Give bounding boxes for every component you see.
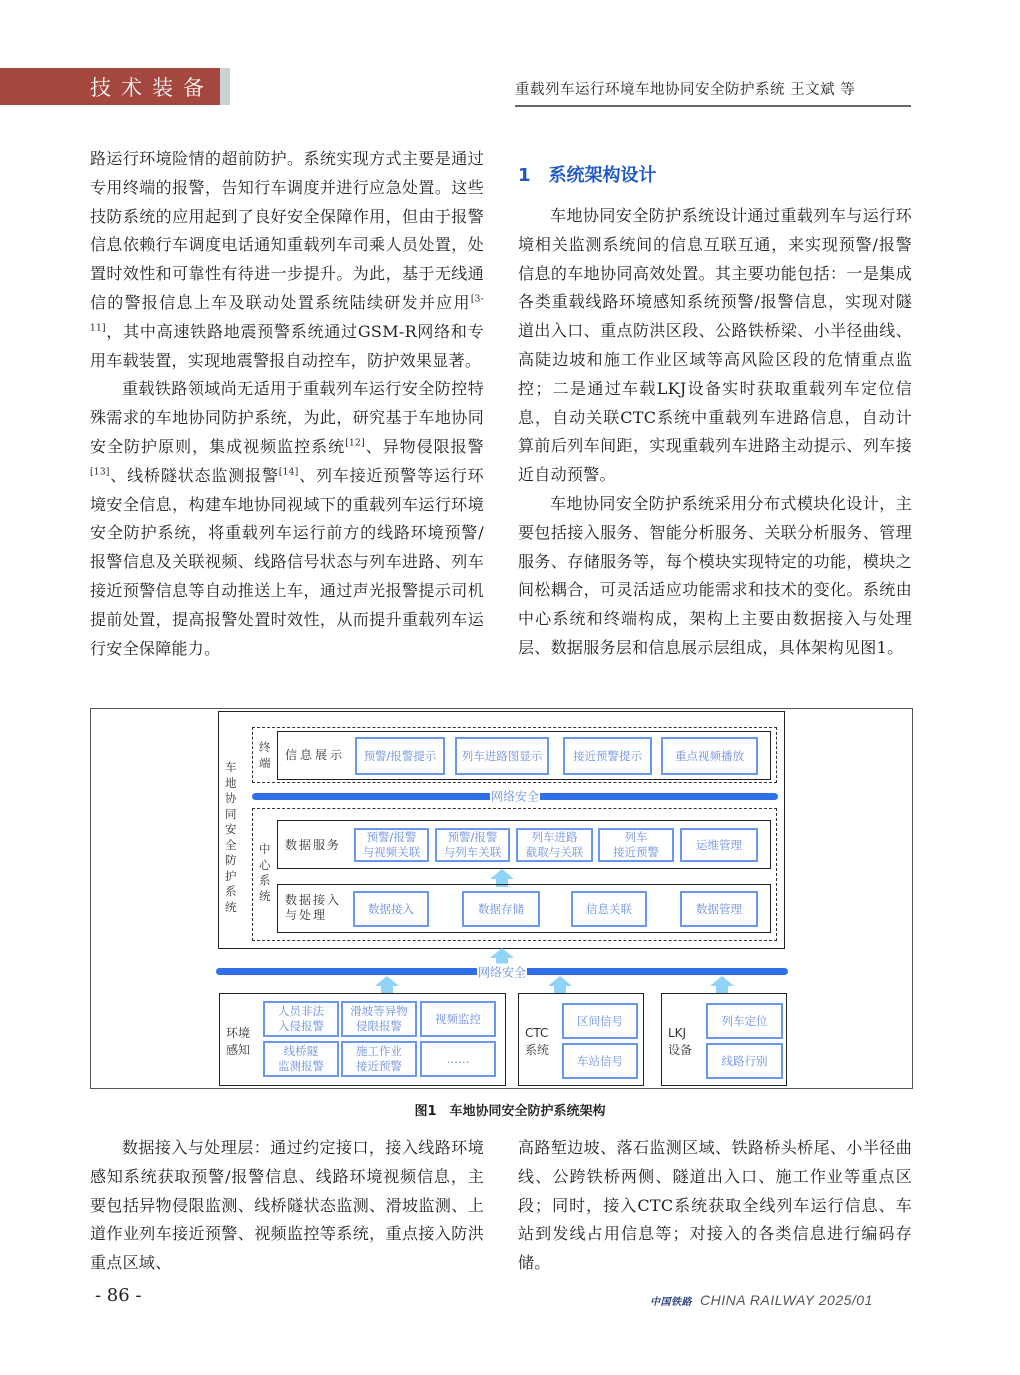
left-column xyxy=(90,145,484,663)
header-strip xyxy=(220,68,230,105)
network-security-label: 网络安全 xyxy=(477,965,527,980)
center-label: 中心系统 xyxy=(259,842,271,903)
text: ，其中高速铁路地震预警系统通过GSM-R网络和专用车载装置，实现地震警报自动控车，防护效果显著。 xyxy=(90,321,484,370)
module: …… xyxy=(420,1041,496,1077)
module: 列车进路 截取与关联 xyxy=(516,828,593,862)
env-label: 环境 感知 xyxy=(226,1026,251,1057)
running-title: 重载列车运行环境车地协同安全防护系统 王文斌 等 xyxy=(515,78,911,107)
up-arrow-icon xyxy=(375,976,399,986)
citation: [12] xyxy=(345,438,365,449)
journal-issue: CHINA RAILWAY 2025/01 xyxy=(700,1292,873,1308)
paragraph: 数据接入与处理层：通过约定接口，接入线路环境感知系统获取预警/报警信息、线路环境视频信息，主要包括异物侵限监测、线桥隧状态监测、滑坡监测、上道作业列车接近预警、视频监控等系统，重点接入防洪重点区域、 xyxy=(90,1138,484,1273)
module: 视频监控 xyxy=(420,1001,496,1037)
text: 重载铁路领域尚无适用于重载列车运行安全防控特殊需求的车地协同防护系统，为此，研究基于车地协同安全防护原则，集成视频监控系统 xyxy=(90,379,484,456)
journal-footer xyxy=(650,1292,873,1308)
paragraph: 车地协同安全防护系统设计通过重载列车与运行环境相关监测系统间的信息互联互通，来实现预警/报警信息的车地协同高效处置。其主要功能包括：一是集成各类重载线路环境感知系统预警/报警信息，实现对隧道出入口、重点防洪区段、公路铁桥梁、小半径曲线、高陡边坡和施工作业区域等高风险区段的危情重点监控；二是通过车载LKJ设备实时获取重载列车定位信息，自动关联CTC系统中重载列车进路信息，自动计算前后列车间距，实现重载列车进路主动提示、列车接近自动预警。 xyxy=(518,206,912,485)
terminal-label: 终端 xyxy=(259,740,271,770)
module: 数据存储 xyxy=(462,891,540,927)
figure-caption: 图1 车地协同安全防护系统架构 xyxy=(414,1104,606,1119)
citation: [13] xyxy=(90,467,110,478)
system-label: 车地协同安全防护系统 xyxy=(225,760,237,914)
module: 列车定位 xyxy=(706,1003,783,1039)
text: 、列车接近预警等运行环境安全信息，构建车地协同视域下的重载列车运行环境安全防护系统，将重载列车运行前方的线路环境预警/报警信息及关联视频、线路信号状态与列车进路、列车接近预警信息等自动推送上车，通过声光报警提示司机提前处置，提高报警处置时效性，从而提升重载列车运行安全保障能力。 xyxy=(90,465,484,658)
module: 车站信号 xyxy=(562,1043,638,1079)
section-heading: 1 系统架构设计 xyxy=(518,165,657,186)
paragraph xyxy=(90,375,484,663)
page-number: - 86 - xyxy=(95,1285,142,1306)
text: 、异物侵限报警 xyxy=(364,436,484,456)
module: 线路行别 xyxy=(706,1043,783,1079)
network-security-label: 网络安全 xyxy=(490,789,540,804)
text: 路运行环境险情的超前防护。系统实现方式主要是通过专用终端的报警，告知行车调度并进行应急处置。这些技防系统的应用起到了良好安全保障作用，但由于报警信息依赖行车调度电话通知重载列车司乘人员处置，处置时效性和可靠性有待进一步提升。为此，基于无线通信的警报信息上车及联动处置系统陆续研发并应用 xyxy=(90,149,484,312)
module: 数据接入 xyxy=(353,891,429,927)
module: 信息关联 xyxy=(571,891,647,927)
paragraph xyxy=(90,145,484,375)
paragraph: 车地协同安全防护系统采用分布式模块化设计，主要包括接入服务、智能分析服务、关联分析服务、管理服务、存储服务等，每个模块实现特定的功能，模块之间松耦合，可灵活适应功能需求和技术的变化。系统由中心系统和终端构成，架构上主要由数据接入与处理层、数据服务层和信息展示层组成，具体架构见图1。 xyxy=(518,493,912,657)
data-access-label: 数据接入 与处理 xyxy=(285,893,342,922)
module: 列车进路图显示 xyxy=(455,737,549,775)
module: 数据管理 xyxy=(680,891,758,927)
data-service-label: 数据服务 xyxy=(285,838,342,852)
module: 施工作业 接近预警 xyxy=(341,1041,417,1077)
info-display-label: 信息展示 xyxy=(285,748,346,762)
module: 预警/报警提示 xyxy=(355,737,445,775)
module: 重点视频播放 xyxy=(661,737,758,775)
bottom-left-column xyxy=(90,1134,484,1278)
up-arrow-icon xyxy=(548,976,572,986)
module: 预警/报警 与列车关联 xyxy=(435,828,510,862)
paragraph: 高路堑边坡、落石监测区域、铁路桥头桥尾、小半径曲线、公跨铁桥两侧、隧道出入口、施工作业等重点区段；同时，接入CTC系统获取全线列车运行信息、车站到发线占用信息等；对接入的各类信息进行编码存储。 xyxy=(518,1138,912,1273)
citation: [14] xyxy=(278,467,299,478)
citation: [3-11] xyxy=(90,294,484,334)
journal-logo: 中国铁路 xyxy=(650,1297,692,1308)
module: 滑坡等异物 侵限报警 xyxy=(341,1001,417,1037)
section-label: 技术装备 xyxy=(90,76,214,100)
text: 、线桥隧状态监测报警 xyxy=(109,465,279,485)
module: 列车 接近预警 xyxy=(598,828,674,862)
ctc-label: CTC 系统 xyxy=(525,1026,550,1057)
module: 接近预警提示 xyxy=(563,737,652,775)
up-arrow-icon xyxy=(490,948,514,958)
module: 预警/报警 与视频关联 xyxy=(354,828,429,862)
right-column xyxy=(518,202,912,663)
up-arrow-icon xyxy=(490,869,514,879)
module: 运维管理 xyxy=(680,828,758,862)
bottom-right-column xyxy=(518,1134,912,1278)
module: 区间信号 xyxy=(562,1003,638,1039)
lkj-label: LKJ 设备 xyxy=(668,1026,693,1057)
module: 线桥隧 监测报警 xyxy=(263,1041,339,1077)
up-arrow-icon xyxy=(710,976,734,986)
module: 人员非法 入侵报警 xyxy=(263,1001,339,1037)
